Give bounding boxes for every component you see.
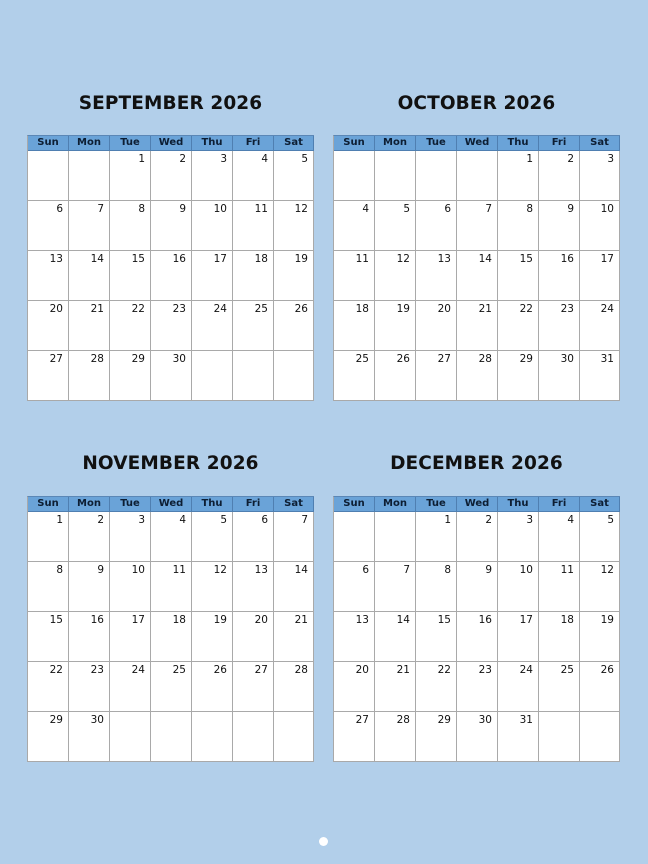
week-row (28, 612, 314, 662)
weekday-header: Sat (580, 497, 620, 512)
day-cell[interactable]: 1 (110, 151, 151, 201)
empty-day-cell (28, 151, 69, 201)
day-cell[interactable]: 29 (498, 351, 539, 401)
day-cell[interactable]: 4 (539, 512, 580, 562)
day-cell[interactable]: 30 (151, 351, 192, 401)
day-cell[interactable]: 13 (334, 612, 375, 662)
weekday-header: Mon (375, 136, 416, 151)
day-cell[interactable]: 8 (416, 562, 457, 612)
weekday-header-row (334, 136, 620, 151)
day-cell[interactable]: 9 (457, 562, 498, 612)
day-cell[interactable]: 18 (539, 612, 580, 662)
day-cell[interactable]: 19 (375, 301, 416, 351)
empty-day-cell (69, 151, 110, 201)
week-row (334, 562, 620, 612)
day-cell[interactable]: 16 (539, 251, 580, 301)
day-cell[interactable]: 23 (151, 301, 192, 351)
week-row (334, 301, 620, 351)
day-cell[interactable]: 18 (233, 251, 274, 301)
day-cell[interactable]: 24 (498, 662, 539, 712)
day-cell[interactable]: 23 (69, 662, 110, 712)
day-cell[interactable]: 30 (69, 712, 110, 762)
day-cell[interactable]: 5 (274, 151, 314, 201)
day-cell[interactable]: 22 (110, 301, 151, 351)
day-cell[interactable]: 31 (498, 712, 539, 762)
day-cell[interactable]: 21 (457, 301, 498, 351)
empty-day-cell (233, 712, 274, 762)
day-cell[interactable]: 24 (192, 301, 233, 351)
day-cell[interactable]: 30 (539, 351, 580, 401)
day-cell[interactable]: 19 (192, 612, 233, 662)
weekday-header: Mon (375, 497, 416, 512)
day-cell[interactable]: 29 (110, 351, 151, 401)
weekday-header-row (28, 136, 314, 151)
day-cell[interactable]: 10 (498, 562, 539, 612)
weekday-header: Thu (498, 497, 539, 512)
day-cell[interactable]: 8 (110, 201, 151, 251)
day-cell[interactable]: 28 (457, 351, 498, 401)
day-cell[interactable]: 20 (334, 662, 375, 712)
week-row (334, 201, 620, 251)
day-cell[interactable]: 26 (192, 662, 233, 712)
day-cell[interactable]: 18 (151, 612, 192, 662)
day-cell[interactable]: 24 (110, 662, 151, 712)
day-cell[interactable]: 12 (375, 251, 416, 301)
day-cell[interactable]: 9 (151, 201, 192, 251)
day-cell[interactable]: 22 (28, 662, 69, 712)
day-cell[interactable]: 26 (274, 301, 314, 351)
empty-day-cell (457, 151, 498, 201)
day-cell[interactable]: 24 (580, 301, 620, 351)
day-cell[interactable]: 2 (151, 151, 192, 201)
weekday-header: Tue (110, 136, 151, 151)
weekday-header: Tue (110, 497, 151, 512)
day-cell[interactable]: 17 (110, 612, 151, 662)
empty-day-cell (274, 351, 314, 401)
day-cell[interactable]: 13 (416, 251, 457, 301)
day-cell[interactable]: 14 (375, 612, 416, 662)
weekday-header: Sun (334, 136, 375, 151)
month-grid (333, 135, 620, 401)
month-title: NOVEMBER 2026 (82, 453, 259, 474)
page-indicator-dot[interactable] (319, 837, 328, 846)
day-cell[interactable]: 17 (192, 251, 233, 301)
day-cell[interactable]: 14 (274, 562, 314, 612)
day-cell[interactable]: 20 (28, 301, 69, 351)
day-cell[interactable]: 28 (375, 712, 416, 762)
day-cell[interactable]: 6 (233, 512, 274, 562)
day-cell[interactable]: 30 (457, 712, 498, 762)
day-cell[interactable]: 3 (192, 151, 233, 201)
week-row (28, 251, 314, 301)
day-cell[interactable]: 21 (274, 612, 314, 662)
day-cell[interactable]: 21 (69, 301, 110, 351)
weekday-header: Sat (580, 136, 620, 151)
week-row (334, 512, 620, 562)
day-cell[interactable]: 7 (274, 512, 314, 562)
day-cell[interactable]: 11 (151, 562, 192, 612)
week-row (334, 351, 620, 401)
day-cell[interactable]: 11 (233, 201, 274, 251)
weekday-header: Tue (416, 136, 457, 151)
day-cell[interactable]: 8 (28, 562, 69, 612)
day-cell[interactable]: 15 (498, 251, 539, 301)
month-grid (333, 496, 620, 762)
weekday-header: Fri (539, 136, 580, 151)
day-cell[interactable]: 26 (580, 662, 620, 712)
day-cell[interactable]: 15 (416, 612, 457, 662)
day-cell[interactable]: 17 (580, 251, 620, 301)
day-cell[interactable]: 20 (416, 301, 457, 351)
weekday-header: Sun (28, 497, 69, 512)
day-cell[interactable]: 2 (457, 512, 498, 562)
day-cell[interactable]: 9 (69, 562, 110, 612)
weekday-header: Fri (233, 136, 274, 151)
empty-day-cell (375, 151, 416, 201)
day-cell[interactable]: 26 (375, 351, 416, 401)
weekday-header: Sun (28, 136, 69, 151)
day-cell[interactable]: 29 (416, 712, 457, 762)
week-row (334, 612, 620, 662)
week-row (28, 351, 314, 401)
day-cell[interactable]: 1 (28, 512, 69, 562)
day-cell[interactable]: 1 (498, 151, 539, 201)
week-row (28, 201, 314, 251)
month-title: DECEMBER 2026 (390, 453, 563, 474)
day-cell[interactable]: 3 (498, 512, 539, 562)
empty-day-cell (334, 151, 375, 201)
day-cell[interactable]: 27 (28, 351, 69, 401)
day-cell[interactable]: 10 (192, 201, 233, 251)
weekday-header: Thu (498, 136, 539, 151)
weekday-header: Mon (69, 497, 110, 512)
day-cell[interactable]: 3 (110, 512, 151, 562)
day-cell[interactable]: 8 (498, 201, 539, 251)
empty-day-cell (580, 712, 620, 762)
day-cell[interactable]: 6 (334, 562, 375, 612)
weekday-header: Thu (192, 136, 233, 151)
empty-day-cell (539, 712, 580, 762)
weekday-header-row (334, 497, 620, 512)
day-cell[interactable]: 14 (69, 251, 110, 301)
day-cell[interactable]: 16 (69, 612, 110, 662)
day-cell[interactable]: 13 (233, 562, 274, 612)
day-cell[interactable]: 28 (69, 351, 110, 401)
weekday-header: Wed (151, 497, 192, 512)
week-row (334, 712, 620, 762)
empty-day-cell (274, 712, 314, 762)
week-row (28, 662, 314, 712)
day-cell[interactable]: 4 (151, 512, 192, 562)
day-cell[interactable]: 22 (498, 301, 539, 351)
day-cell[interactable]: 9 (539, 201, 580, 251)
weekday-header: Wed (151, 136, 192, 151)
day-cell[interactable]: 2 (539, 151, 580, 201)
day-cell[interactable]: 7 (69, 201, 110, 251)
day-cell[interactable]: 10 (580, 201, 620, 251)
empty-day-cell (416, 151, 457, 201)
day-cell[interactable]: 27 (416, 351, 457, 401)
day-cell[interactable]: 5 (580, 512, 620, 562)
empty-day-cell (110, 712, 151, 762)
day-cell[interactable]: 12 (274, 201, 314, 251)
month-grid (27, 135, 314, 401)
day-cell[interactable]: 7 (375, 562, 416, 612)
empty-day-cell (233, 351, 274, 401)
day-cell[interactable]: 11 (334, 251, 375, 301)
day-cell[interactable]: 3 (580, 151, 620, 201)
weekday-header-row (28, 497, 314, 512)
day-cell[interactable]: 5 (375, 201, 416, 251)
day-cell[interactable]: 10 (110, 562, 151, 612)
weekday-header: Thu (192, 497, 233, 512)
day-cell[interactable]: 13 (28, 251, 69, 301)
day-cell[interactable]: 15 (110, 251, 151, 301)
week-row (334, 251, 620, 301)
weekday-header: Sun (334, 497, 375, 512)
day-cell[interactable]: 16 (457, 612, 498, 662)
week-row (28, 151, 314, 201)
day-cell[interactable]: 6 (416, 201, 457, 251)
day-cell[interactable]: 21 (375, 662, 416, 712)
month-title: SEPTEMBER 2026 (78, 93, 263, 114)
empty-day-cell (151, 712, 192, 762)
day-cell[interactable]: 20 (233, 612, 274, 662)
day-cell[interactable]: 22 (416, 662, 457, 712)
day-cell[interactable]: 25 (233, 301, 274, 351)
day-cell[interactable]: 28 (274, 662, 314, 712)
day-cell[interactable]: 12 (192, 562, 233, 612)
weekday-header: Wed (457, 136, 498, 151)
day-cell[interactable]: 23 (457, 662, 498, 712)
day-cell[interactable]: 2 (69, 512, 110, 562)
day-cell[interactable]: 31 (580, 351, 620, 401)
week-row (28, 562, 314, 612)
day-cell[interactable]: 17 (498, 612, 539, 662)
week-row (28, 301, 314, 351)
day-cell[interactable]: 11 (539, 562, 580, 612)
day-cell[interactable]: 1 (416, 512, 457, 562)
day-cell[interactable]: 16 (151, 251, 192, 301)
day-cell[interactable]: 27 (334, 712, 375, 762)
day-cell[interactable]: 25 (539, 662, 580, 712)
week-row (28, 712, 314, 762)
day-cell[interactable]: 7 (457, 201, 498, 251)
week-row (334, 151, 620, 201)
week-row (28, 512, 314, 562)
weekday-header: Fri (539, 497, 580, 512)
day-cell[interactable]: 19 (274, 251, 314, 301)
month-title: OCTOBER 2026 (397, 93, 556, 114)
day-cell[interactable]: 25 (151, 662, 192, 712)
day-cell[interactable]: 23 (539, 301, 580, 351)
month-grid (27, 496, 314, 762)
week-row (334, 662, 620, 712)
day-cell[interactable]: 25 (334, 351, 375, 401)
weekday-header: Mon (69, 136, 110, 151)
weekday-header: Sat (274, 136, 314, 151)
day-cell[interactable]: 29 (28, 712, 69, 762)
weekday-header: Tue (416, 497, 457, 512)
weekday-header: Wed (457, 497, 498, 512)
day-cell[interactable]: 5 (192, 512, 233, 562)
day-cell[interactable]: 18 (334, 301, 375, 351)
day-cell[interactable]: 14 (457, 251, 498, 301)
day-cell[interactable]: 4 (334, 201, 375, 251)
empty-day-cell (334, 512, 375, 562)
day-cell[interactable]: 19 (580, 612, 620, 662)
day-cell[interactable]: 4 (233, 151, 274, 201)
empty-day-cell (192, 351, 233, 401)
weekday-header: Fri (233, 497, 274, 512)
day-cell[interactable]: 6 (28, 201, 69, 251)
weekday-header: Sat (274, 497, 314, 512)
empty-day-cell (375, 512, 416, 562)
day-cell[interactable]: 15 (28, 612, 69, 662)
day-cell[interactable]: 27 (233, 662, 274, 712)
day-cell[interactable]: 12 (580, 562, 620, 612)
empty-day-cell (192, 712, 233, 762)
